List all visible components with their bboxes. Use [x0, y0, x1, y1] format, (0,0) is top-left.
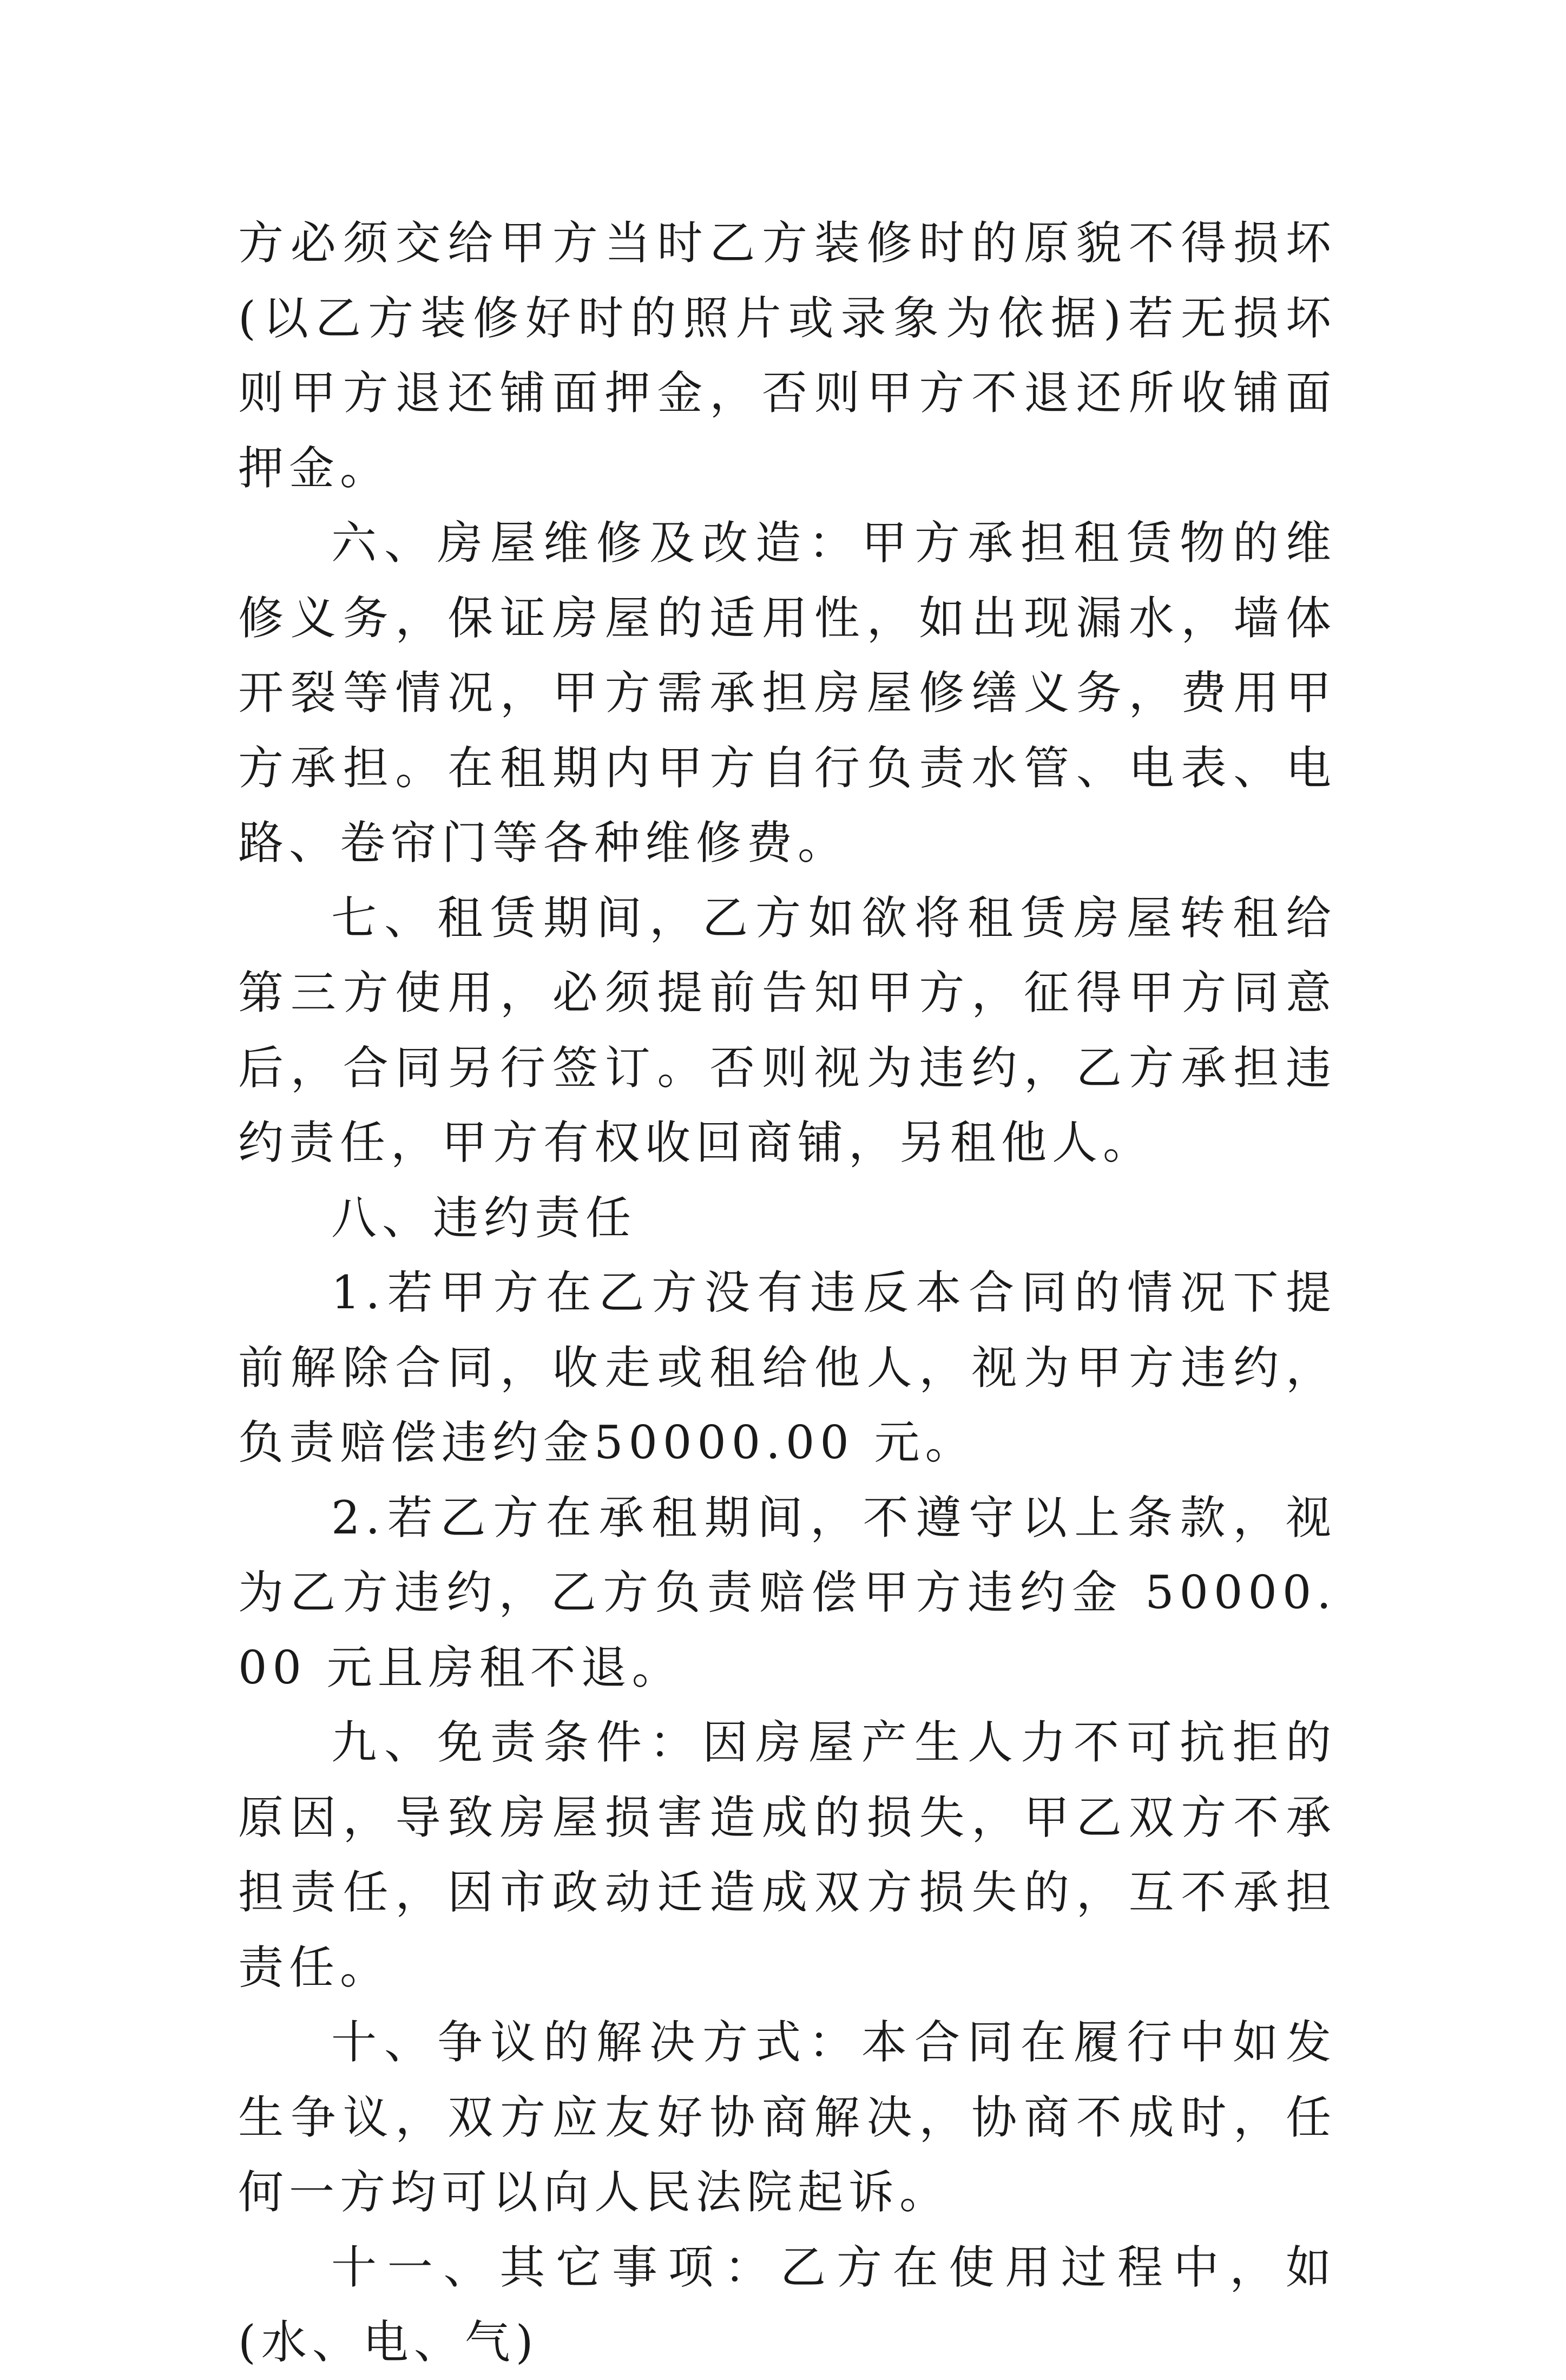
paragraph-clause-9-exemption: 九、免责条件：因房屋产生人力不可抗拒的原因，导致房屋损害造成的损失，甲乙双方不承担责任，因市政动迁造成双方损失的，互不承担责任。 — [238, 1716, 1337, 1994]
paragraph-clause-8-item-2: 2.若乙方在承租期间，不遵守以上条款，视为乙方违约，乙方负责赔偿甲方违约金 50000.00 元且房租不退。 — [238, 1491, 1337, 1694]
paragraph-clause-8-heading: 八、违约责任 — [331, 1191, 637, 1244]
paragraph-deposit-return: 方必须交给甲方当时乙方装修时的原貌不得损坏(以乙方装修好时的照片或录象为依据)若无损坏则甲方退还铺面押金，否则甲方不退还所收铺面押金。 — [238, 217, 1337, 495]
paragraph-clause-7-sublease: 七、租赁期间，乙方如欲将租赁房屋转租给第三方使用，必须提前告知甲方，征得甲方同意后，合同另行签订。否则视为违约，乙方承担违约责任，甲方有权收回商铺，另租他人。 — [238, 891, 1337, 1169]
paragraph-clause-10-dispute: 十、争议的解决方式：本合同在履行中如发生争议，双方应友好协商解决，协商不成时，任何一方均可以向人民法院起诉。 — [238, 2016, 1337, 2219]
paragraph-clause-11-other: 十一、其它事项：乙方在使用过程中，如(水、电、气) — [238, 2240, 1337, 2369]
paragraph-clause-6-maintenance: 六、房屋维修及改造：甲方承担租赁物的维修义务，保证房屋的适用性，如出现漏水，墙体开裂等情况，甲方需承担房屋修缮义务，费用甲方承担。在租期内甲方自行负责水管、电表、电路、卷帘门等各种维修费。 — [238, 516, 1337, 869]
paragraph-clause-8-item-1: 1.若甲方在乙方没有违反本合同的情况下提前解除合同，收走或租给他人，视为甲方违约，负责赔偿违约金50000.00 元。 — [238, 1266, 1337, 1469]
document-body — [238, 206, 1337, 2380]
